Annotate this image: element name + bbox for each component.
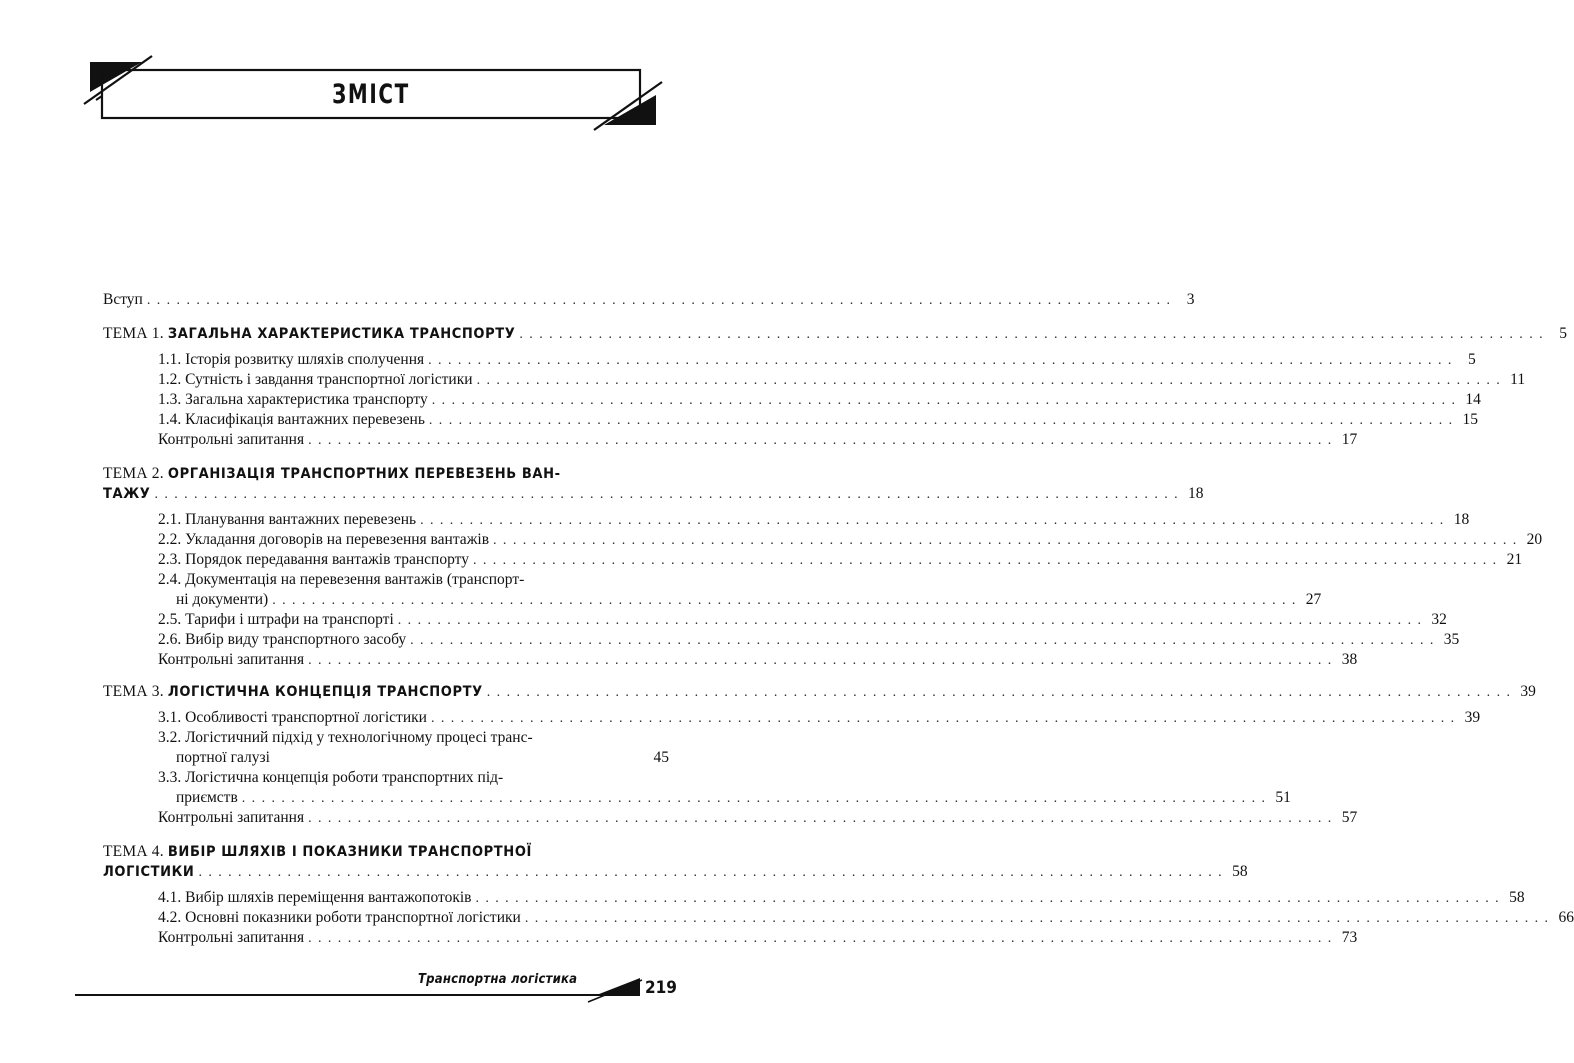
toc-topic: ТЕМА 2. ОРГАНІЗАЦІЯ ТРАНСПОРТНИХ ПЕРЕВЕЗЕНЬ ВАН-: [103, 465, 561, 482]
toc-entry: Вступ ........................................................................................................ 3: [103, 290, 669, 310]
toc-topic-continuation: ТАЖУ ........................................................................................................ 18: [103, 484, 669, 504]
running-footer-title: Транспортна логістика: [418, 972, 578, 987]
page-number: 58: [1232, 863, 1248, 880]
toc-topic-continuation: ЛОГІСТИКИ ........................................................................................................ 58: [103, 862, 669, 882]
page-number: 66: [1558, 909, 1574, 926]
page-number: 57: [1341, 809, 1358, 826]
dot-leader: ........................................................................................................: [308, 931, 1338, 946]
dot-leader: ........................................................................................................: [524, 911, 1555, 926]
toc-entry: 2.4. Документація на перевезення вантажів (транспорт-: [158, 571, 525, 588]
page-number: 11: [1510, 371, 1526, 388]
toc-entry: 1.2. Сутність і завдання транспортної логістики ........................................................................................................ 11: [158, 370, 669, 390]
page-number: 3: [1186, 291, 1195, 308]
footer-rule-graphic: [0, 960, 750, 1020]
page-number: 58: [1509, 889, 1525, 906]
page-number: 39: [1464, 709, 1481, 726]
toc-entry: 2.6. Вибір виду транспортного засобу ........................................................................................................ 35: [158, 630, 669, 650]
page-number: 20: [1526, 531, 1543, 548]
toc-entry: Контрольні запитання ........................................................................................................ 38: [158, 650, 669, 670]
toc-entry: Контрольні запитання ........................................................................................................ 17: [158, 430, 669, 450]
dot-leader: ........................................................................................................: [154, 487, 1185, 502]
page-number: 15: [1462, 411, 1479, 428]
page-number: 32: [1431, 611, 1447, 628]
page-number: 21: [1506, 551, 1523, 568]
footer-page-number: 219: [645, 978, 677, 998]
dot-leader: ........................................................................................................: [486, 685, 1517, 700]
toc-entry: 3.3. Логістична концепція роботи транспортних під-: [158, 769, 504, 786]
toc-entry: 1.1. Історія розвитку шляхів сполучення ........................................................................................................ 5: [158, 350, 669, 370]
toc-entry: 2.5. Тарифи і штрафи на транспорті ........................................................................................................ 32: [158, 610, 669, 630]
page-number: 27: [1305, 591, 1322, 608]
toc-entry-continuation: ні документи) ........................................................................................................ 27: [158, 590, 669, 610]
dot-leader: ........................................................................................................: [472, 553, 1503, 568]
toc-entry: 4.1. Вибір шляхів переміщення вантажопотоків ........................................................................................................ 58: [158, 888, 669, 908]
toc-entry-continuation: портної галузі 45: [176, 749, 669, 766]
page-number: 14: [1465, 391, 1481, 408]
page-title: ЗМІСТ: [332, 78, 410, 110]
page-number: 18: [1188, 485, 1204, 502]
topic-title: ВИБІР ШЛЯХІВ І ПОКАЗНИКИ ТРАНСПОРТНОЇ: [167, 844, 532, 860]
page-number: 5: [1468, 351, 1476, 368]
toc-entry: 3.2. Логістичний підхід у технологічному процесі транс-: [158, 729, 533, 746]
topic-title: ЗАГАЛЬНА ХАРАКТЕРИСТИКА ТРАНСПОРТУ: [167, 326, 516, 342]
dot-leader: ........................................................................................................: [241, 791, 1272, 806]
dot-leader: ........................................................................................................: [493, 533, 1523, 548]
page-number: 5: [1559, 325, 1568, 342]
dot-leader: ........................................................................................................: [397, 613, 1428, 628]
page-number: 38: [1341, 651, 1358, 668]
dot-leader: ........................................................................................................: [198, 865, 1229, 880]
dot-leader: ........................................................................................................: [430, 711, 1461, 726]
dot-leader: ........................................................................................................: [272, 593, 1302, 608]
dot-leader: ........................................................................................................: [475, 891, 1506, 906]
page-number: 17: [1341, 431, 1358, 448]
toc-entry: 2.1. Планування вантажних перевезень ........................................................................................................ 18: [158, 510, 669, 530]
dot-leader: ........................................................................................................: [428, 353, 1458, 368]
toc-entry: 2.3. Порядок передавання вантажів транспорту ........................................................................................................ 21: [158, 550, 669, 570]
page-number: 51: [1275, 789, 1291, 806]
toc-entry: 1.3. Загальна характеристика транспорту ........................................................................................................ 14: [158, 390, 669, 410]
toc-topic: ТЕМА 4. ВИБІР ШЛЯХІВ І ПОКАЗНИКИ ТРАНСПОРТНОЇ: [103, 843, 532, 860]
toc-entry-continuation: приємств ........................................................................................................ 51: [158, 788, 669, 808]
toc-entry: 4.2. Основні показники роботи транспортної логістики ........................................................................................................ 66: [158, 908, 669, 928]
dot-leader: ........................................................................................................: [519, 327, 1550, 342]
toc-topic: ТЕМА 3. ЛОГІСТИЧНА КОНЦЕПЦІЯ ТРАНСПОРТУ ........................................................................................................ 39: [103, 682, 669, 702]
page-number: 45: [653, 749, 669, 766]
toc-entry: 1.4. Класифікація вантажних перевезень ........................................................................................................ 15: [158, 410, 669, 430]
page-footer: [0, 960, 750, 1020]
toc-entry: Контрольні запитання ........................................................................................................ 57: [158, 808, 669, 828]
topic-title: ОРГАНІЗАЦІЯ ТРАНСПОРТНИХ ПЕРЕВЕЗЕНЬ ВАН-: [167, 466, 561, 482]
toc-entry: 2.2. Укладання договорів на перевезення вантажів ........................................................................................................ 20: [158, 530, 669, 550]
page-number: 18: [1453, 511, 1470, 528]
page-number: 73: [1341, 929, 1358, 946]
dot-leader: ........................................................................................................: [420, 513, 1450, 528]
toc-entry: 3.1. Особливості транспортної логістики ........................................................................................................ 39: [158, 708, 669, 728]
page-number: 35: [1443, 631, 1460, 648]
topic-title: ЛОГІСТИЧНА КОНЦЕПЦІЯ ТРАНСПОРТУ: [167, 684, 483, 700]
dot-leader: ........................................................................................................: [410, 633, 1440, 648]
dot-leader: ........................................................................................................: [428, 413, 1459, 428]
toc-entry: Контрольні запитання ........................................................................................................ 73: [158, 928, 669, 948]
toc-topic: ТЕМА 1. ЗАГАЛЬНА ХАРАКТЕРИСТИКА ТРАНСПОРТУ ........................................................................................................ 5: [103, 324, 669, 344]
dot-leader: ........................................................................................................: [431, 393, 1462, 408]
dot-leader: ........................................................................................................: [308, 433, 1338, 448]
dot-leader: ........................................................................................................: [308, 811, 1338, 826]
dot-leader: ........................................................................................................: [146, 293, 1177, 308]
dot-leader: ........................................................................................................: [308, 653, 1338, 668]
dot-leader: ........................................................................................................: [476, 373, 1507, 388]
page-number: 39: [1520, 683, 1536, 700]
